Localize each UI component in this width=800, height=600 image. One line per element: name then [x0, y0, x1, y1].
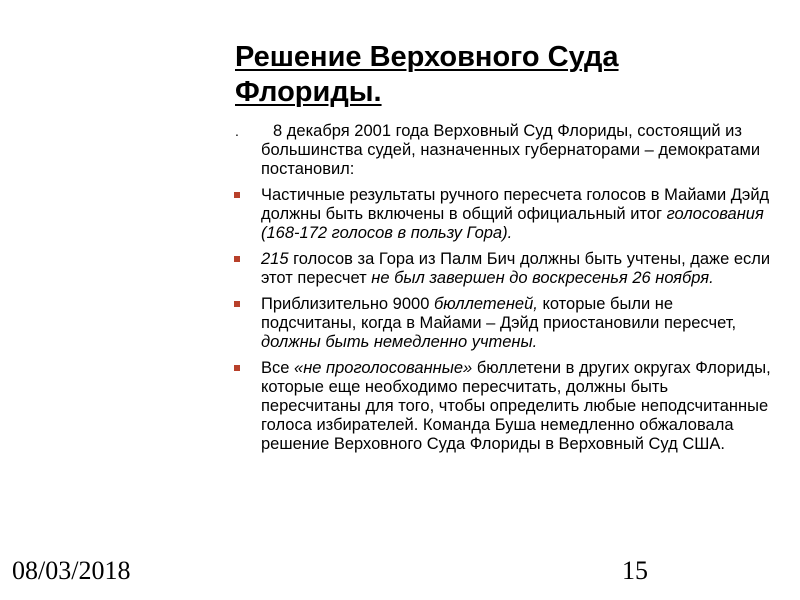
square-bullet-icon	[234, 256, 240, 262]
slide-title	[235, 40, 755, 110]
bullet-1-text-a: Частичные результаты ручного пересчета голосов в Майами Дэйд должны быть включены в общий официальный итог	[261, 186, 770, 223]
list-item	[232, 186, 772, 243]
bullet-3-text-b: бюллетеней,	[433, 295, 538, 313]
bullet-4-text-c: бюллетени в других округах Флориды, которые еще необходимо пересчитать, должны быть пересчитаны для того, чтобы определить любые неподсчитанные голоса избирателей. Команда Буша немедленно обжаловала решение Верховного Суда Флориды в Верховный Суд США.	[261, 359, 771, 453]
intro-text: 8 декабря 2001 года Верховный Суд Флориды, состоящий из большинства судей, назначенных губернаторами – демократами постановил:	[261, 122, 761, 178]
bullet-3-text-d: должны быть немедленно учтены.	[261, 333, 538, 351]
bullet-3-text-a: Приблизительно 9000	[261, 295, 434, 313]
intro-marker: .	[235, 123, 239, 139]
bullet-4-text-a: Все	[261, 359, 295, 377]
square-bullet-icon	[234, 301, 240, 307]
bullet-2-text-c: не был завершен до воскресенья 26 ноября.	[371, 269, 714, 287]
bullet-4-text-b: «не проголосованные»	[294, 359, 473, 377]
slide-title-line-1: Решение Верховного Суда	[235, 41, 619, 73]
page-number: 15	[622, 556, 648, 585]
list-item	[232, 295, 772, 352]
bullet-3-text-c: которые были не подсчитаны, когда в Майами – Дэйд приостановили пересчет,	[261, 295, 737, 332]
content-list	[232, 122, 772, 461]
footer-date: 08/03/2018	[12, 556, 131, 585]
slide-title-line-2: Флориды.	[235, 76, 382, 108]
bullet-2-text-b: голосов за Гора из Палм Бич должны быть учтены, даже если этот пересчет	[261, 250, 771, 287]
intro-paragraph	[232, 122, 772, 179]
bullet-1-text-b: голосования (168-172 голосов в пользу Гора).	[261, 205, 764, 242]
square-bullet-icon	[234, 365, 240, 371]
square-bullet-icon	[234, 192, 240, 198]
list-item	[232, 250, 772, 288]
bullet-2-text-a: 215	[261, 250, 289, 268]
list-item	[232, 359, 772, 454]
